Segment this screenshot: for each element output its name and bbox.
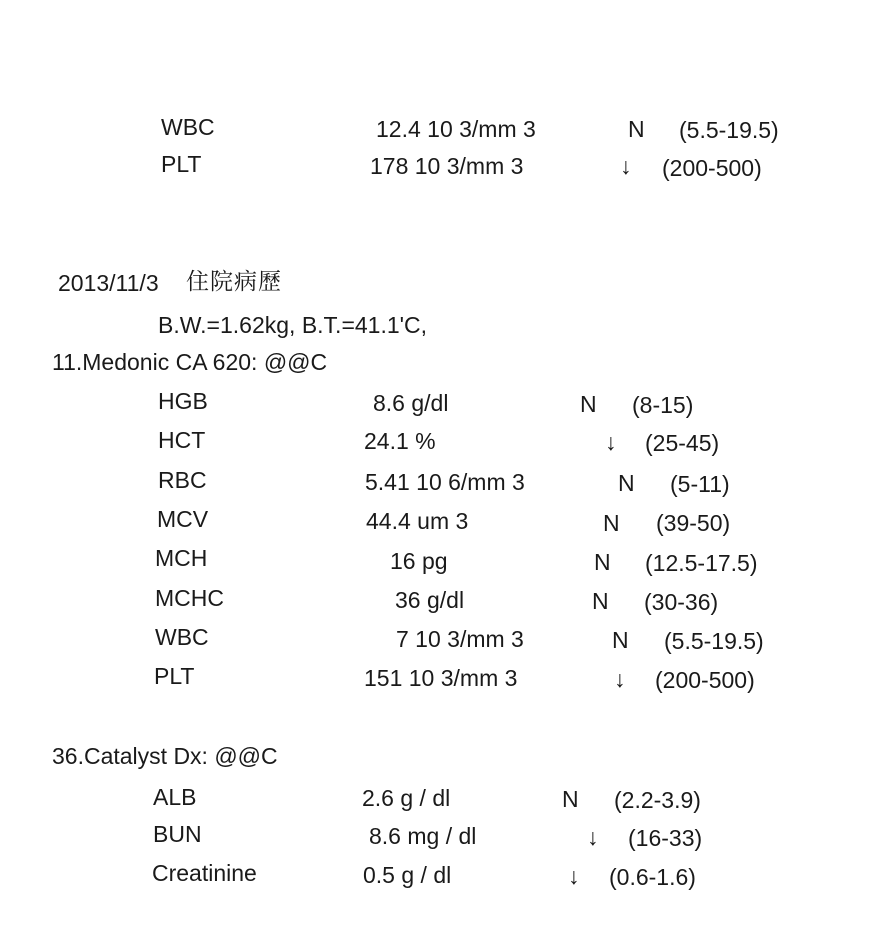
test-flag: ↓ xyxy=(587,824,599,850)
test-name: HGB xyxy=(158,388,208,414)
test-value: 5.41 10 6/mm 3 xyxy=(365,469,525,495)
test-name: MCHC xyxy=(155,585,224,611)
test-range: (5-11) xyxy=(670,471,730,497)
test-name: HCT xyxy=(158,427,206,453)
test-value: 151 10 3/mm 3 xyxy=(364,665,518,691)
test-name: PLT xyxy=(154,663,195,689)
test-value: 7 10 3/mm 3 xyxy=(396,626,524,652)
test-name: BUN xyxy=(153,821,202,847)
test-value: 12.4 10 3/mm 3 xyxy=(376,116,536,142)
history-date: 2013/11/3 xyxy=(58,270,159,296)
test-range: (0.6-1.6) xyxy=(609,864,696,890)
test-flag: N xyxy=(612,627,629,653)
test-flag: ↓ xyxy=(620,153,632,179)
section-title: 11.Medonic CA 620: @@C xyxy=(52,349,328,375)
test-name: WBC xyxy=(155,624,209,650)
test-flag: N xyxy=(580,391,597,417)
test-flag: N xyxy=(592,588,609,614)
test-range: (12.5-17.5) xyxy=(645,550,758,576)
test-range: (16-33) xyxy=(628,825,703,851)
test-range: (39-50) xyxy=(656,510,731,536)
test-flag: ↓ xyxy=(605,429,617,455)
test-range: (8-15) xyxy=(632,392,694,418)
test-flag: ↓ xyxy=(568,863,580,889)
test-flag: ↓ xyxy=(614,666,626,692)
test-flag: N xyxy=(594,549,611,575)
test-flag: N xyxy=(603,510,620,536)
test-value: 16 pg xyxy=(390,548,448,574)
test-value: 36 g/dl xyxy=(395,587,465,613)
test-name: MCH xyxy=(155,545,208,571)
test-range: (200-500) xyxy=(662,155,762,181)
test-range: (200-500) xyxy=(655,667,755,693)
test-name: MCV xyxy=(157,506,209,532)
test-name: RBC xyxy=(158,467,207,493)
test-value: 8.6 g/dl xyxy=(373,390,449,416)
test-range: (2.2-3.9) xyxy=(614,787,701,813)
vitals-line: B.W.=1.62kg, B.T.=41.1'C, xyxy=(158,312,428,338)
test-range: (5.5-19.5) xyxy=(679,117,779,143)
test-flag: N xyxy=(618,470,635,496)
test-flag: N xyxy=(628,116,645,142)
section-title: 36.Catalyst Dx: @@C xyxy=(52,743,278,769)
test-name: ALB xyxy=(153,784,197,810)
test-name: WBC xyxy=(161,114,215,140)
test-value: 8.6 mg / dl xyxy=(369,823,477,849)
test-value: 0.5 g / dl xyxy=(363,862,452,888)
test-range: (30-36) xyxy=(644,589,719,615)
test-name: PLT xyxy=(161,151,202,177)
test-value: 2.6 g / dl xyxy=(362,785,451,811)
test-value: 24.1 % xyxy=(364,428,436,454)
test-value: 178 10 3/mm 3 xyxy=(370,153,524,179)
test-range: (5.5-19.5) xyxy=(664,628,764,654)
test-value: 44.4 um 3 xyxy=(366,508,469,534)
test-name: Creatinine xyxy=(152,860,257,886)
test-range: (25-45) xyxy=(645,430,720,456)
test-flag: N xyxy=(562,786,579,812)
history-title: 住院病歷 xyxy=(186,269,282,295)
